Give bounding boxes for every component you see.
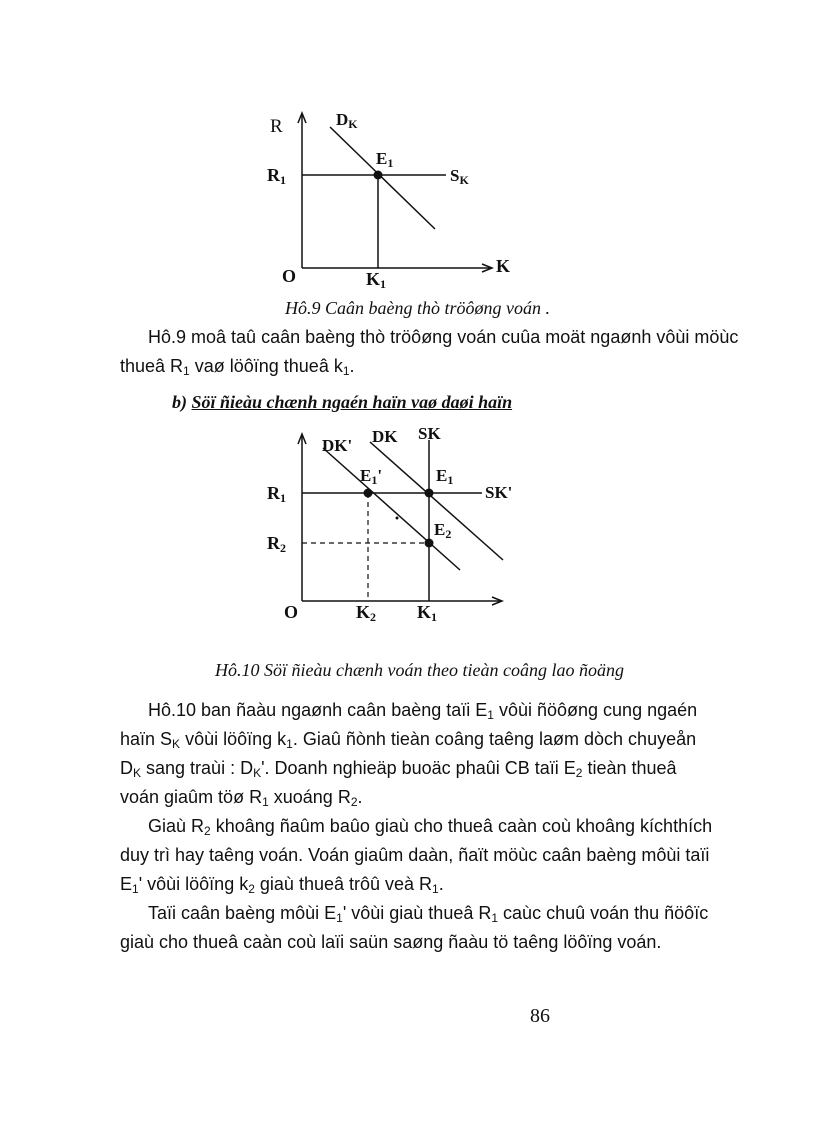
figure-capital-adjustment [260,420,560,635]
paragraph-1 [120,323,739,381]
demand-curve-dk [370,442,503,560]
demand-label: DK [336,110,358,131]
paragraph-2-line-3: $D_K$ sang traùi : $D_K'$. Doanh nghieäp buoäc phaûi CB taïi $E_2$ tieàn thueâ [120,758,677,780]
point-e1-prime [364,489,373,498]
e1-label: E1 [436,466,454,487]
origin-label: O [284,602,299,622]
paragraph-3-line-2: duy trì hay taêng voán. Voán giaûm daàn, ñaït möùc caân baèng môùi taïi [120,845,710,865]
figure-1-caption: Hô.9 Caân baèng thò tröôøng voán . [285,298,550,318]
paragraph-1-line-2: thueâ $R_1$ vaø löôïng thueâ $k_1$. [120,356,355,378]
r1-label: R1 [267,483,286,505]
y-axis-label: R [270,116,283,137]
paragraph-4-line-2: giaù cho thueâ caàn coù laïi saün saøng ñaàu tö taêng löôïng voán. [120,932,662,952]
supply-label: SK [450,166,469,187]
k2-label: K2 [356,602,377,624]
paragraph-2-line-2: haïn $S_K$ vôùi löôïng $k_1$. Giaû ñònh tieàn coâng taêng laøm dòch chuyeån [120,729,697,751]
paragraph-4 [120,899,710,957]
paragraph-2-line-4: voán giaûm töø $R_1$ xuoáng $R_2$. [120,787,363,809]
k1-label: K1 [366,269,387,290]
paragraph-3-line-1: Giaù $R_2$ khoâng ñaûm baûo giaù cho thueâ caàn coù khoâng kíchthích [148,816,713,838]
point-e1 [425,489,434,498]
paragraph-2 [120,696,710,812]
equilibrium-label: E1 [376,149,394,170]
section-heading: b) Söï ñieàu chænh ngaén haïn vaø daøi haïn [172,392,513,412]
paragraph-3 [120,812,713,899]
r1-label: R1 [267,165,286,187]
paragraph-4-line-1: Taïi caân baèng môùi $E_1'$ vôùi giaù thueâ $R_1$ caùc chuû voán thu ñöôïc [148,903,709,925]
e1-prime-label: E1' [360,466,383,487]
figure-capital-market-equilibrium [260,105,520,290]
dk-label: DK [372,427,398,446]
origin-label: O [282,266,297,286]
k1-label: K1 [417,602,438,624]
page-number: 86 [530,1005,550,1027]
figure-2-caption: Hô.10 Söï ñieàu chænh voán theo tieàn coâng lao ñoäng [215,660,624,680]
equilibrium-point-e1 [374,171,383,180]
demand-curve-dk [330,127,435,229]
paragraph-1-line-1: Hô.9 moâ taû caân baèng thò tröôøng voán cuûa moät ngaønh vôùi möùc [148,327,739,347]
paragraph-3-line-3: $E_1'$ vôùi löôïng $k_2$ giaù thueâ trôû veà $R_1$. [120,874,444,896]
sk-prime-label: SK' [485,483,513,502]
dk-prime-label: DK' [322,436,353,455]
sk-label: SK [418,424,441,443]
x-axis-label: K [496,256,511,276]
point-e2 [425,539,434,548]
paragraph-2-line-1: Hô.10 ban ñaàu ngaønh caân baèng taïi $E_1$ vôùi ñöôøng cung ngaén [148,700,698,722]
e2-label: E2 [434,520,452,541]
r2-label: R2 [267,533,286,555]
movement-dot [396,517,399,520]
